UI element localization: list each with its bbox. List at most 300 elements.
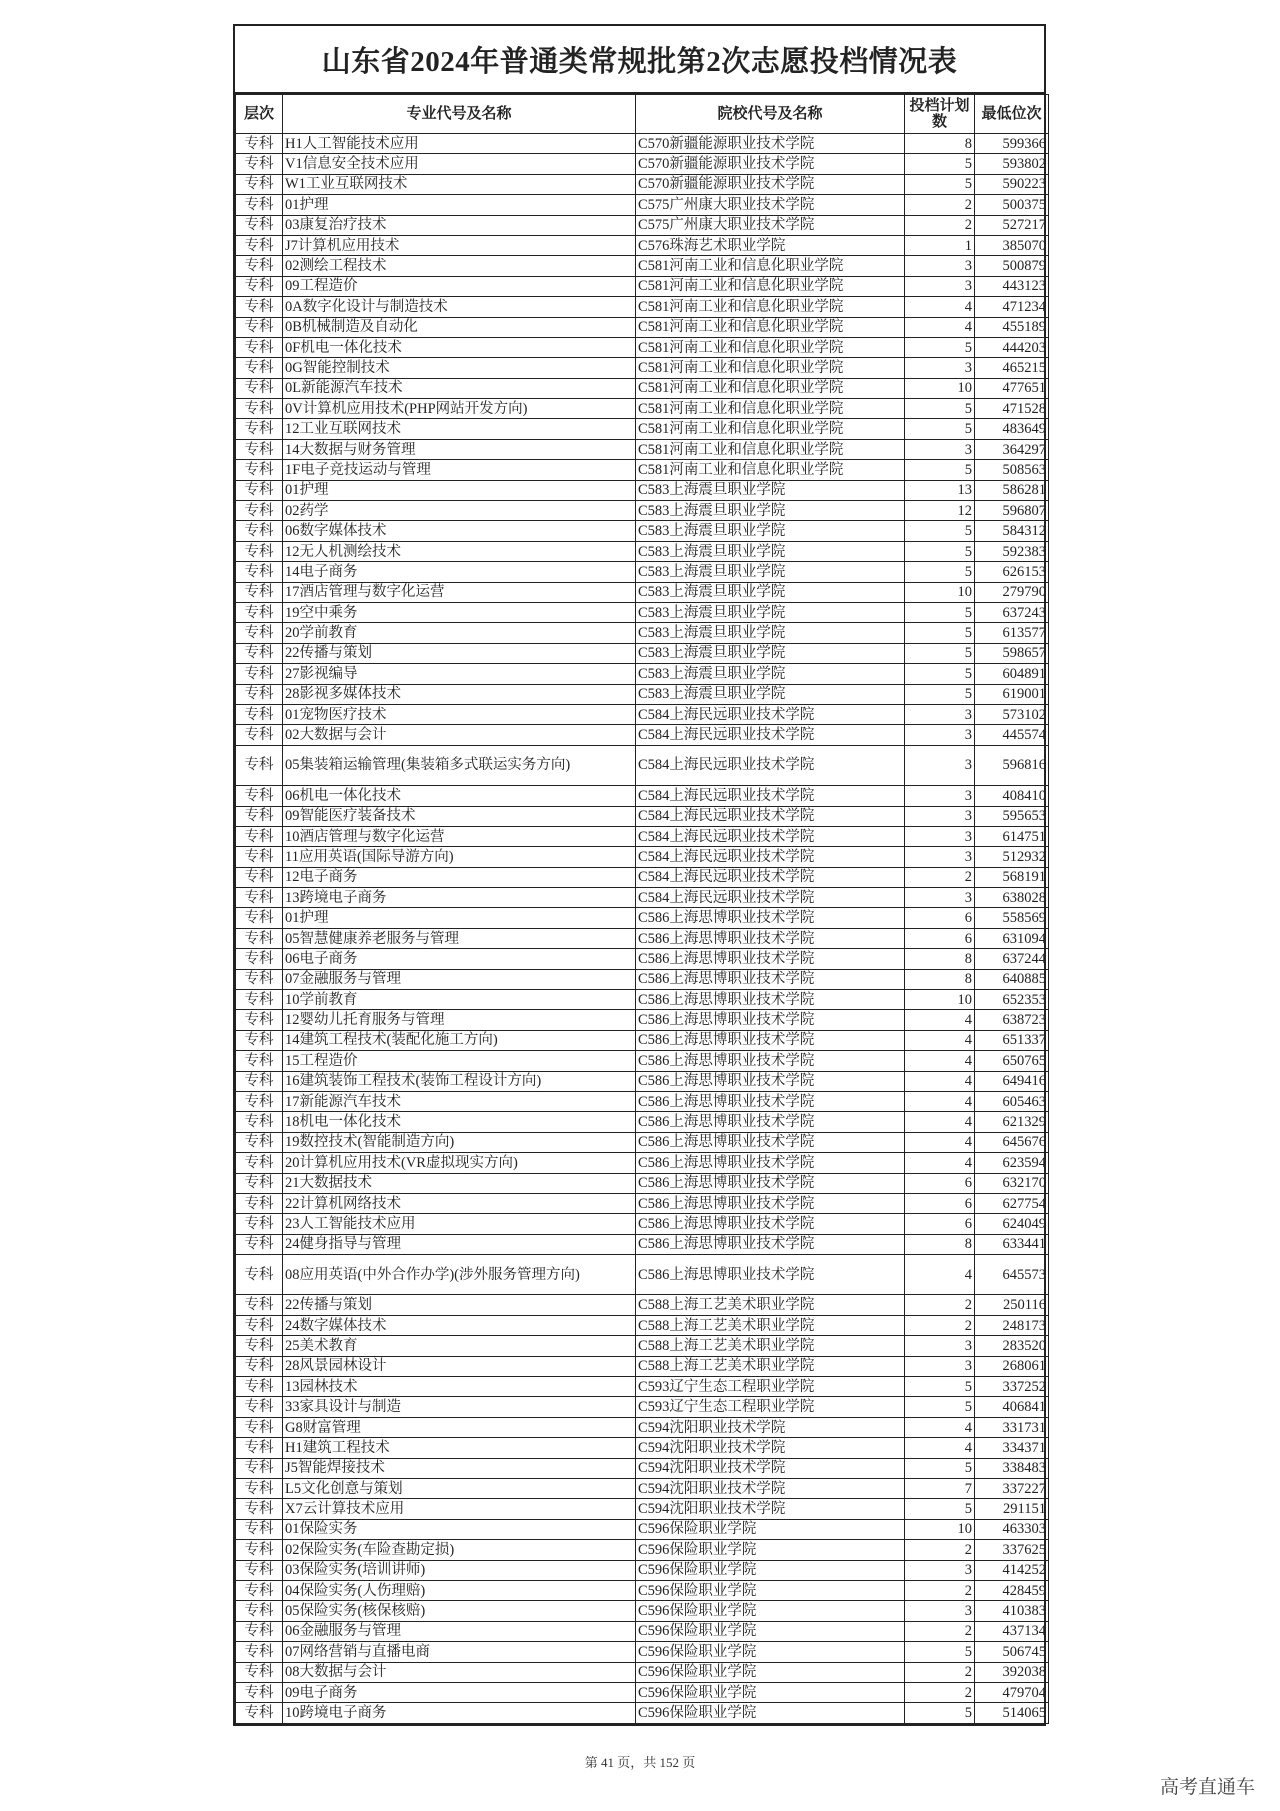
cell-school: C586上海思博职业技术学院 xyxy=(636,1112,905,1132)
cell-level: 专科 xyxy=(236,1356,283,1376)
cell-level: 专科 xyxy=(236,806,283,826)
cell-min-rank: 477651 xyxy=(975,378,1049,398)
cell-school: C596保险职业学院 xyxy=(636,1682,905,1702)
cell-level: 专科 xyxy=(236,826,283,846)
cell-major: 0V计算机应用技术(PHP网站开发方向) xyxy=(283,399,636,419)
cell-school: C594沈阳职业技术学院 xyxy=(636,1458,905,1478)
table-row xyxy=(236,949,1049,969)
cell-min-rank: 444203 xyxy=(975,337,1049,357)
cell-major: 14电子商务 xyxy=(283,562,636,582)
cell-level: 专科 xyxy=(236,154,283,174)
cell-school: C586上海思博职业技术学院 xyxy=(636,1132,905,1152)
cell-min-rank: 652353 xyxy=(975,990,1049,1010)
cell-level: 专科 xyxy=(236,1030,283,1050)
cell-school: C596保险职业学院 xyxy=(636,1662,905,1682)
cell-min-rank: 604891 xyxy=(975,664,1049,684)
cell-school: C596保险职业学院 xyxy=(636,1601,905,1621)
cell-level: 专科 xyxy=(236,786,283,806)
cell-min-rank: 614751 xyxy=(975,826,1049,846)
table-row xyxy=(236,969,1049,989)
cell-plan-count: 4 xyxy=(905,1091,975,1111)
cell-level: 专科 xyxy=(236,1173,283,1193)
table-row xyxy=(236,134,1049,154)
cell-school: C594沈阳职业技术学院 xyxy=(636,1499,905,1519)
cell-min-rank: 500375 xyxy=(975,195,1049,215)
table-row xyxy=(236,276,1049,296)
cell-major: 17酒店管理与数字化运营 xyxy=(283,582,636,602)
cell-level: 专科 xyxy=(236,501,283,521)
cell-school: C596保险职业学院 xyxy=(636,1621,905,1641)
cell-major: 12婴幼儿托育服务与管理 xyxy=(283,1010,636,1030)
cell-school: C586上海思博职业技术学院 xyxy=(636,1193,905,1213)
cell-school: C575广州康大职业技术学院 xyxy=(636,215,905,235)
cell-major: 0L新能源汽车技术 xyxy=(283,378,636,398)
cell-min-rank: 437134 xyxy=(975,1621,1049,1641)
cell-level: 专科 xyxy=(236,276,283,296)
cell-min-rank: 385070 xyxy=(975,235,1049,255)
cell-plan-count: 3 xyxy=(905,1336,975,1356)
cell-plan-count: 3 xyxy=(905,1560,975,1580)
cell-major: 0F机电一体化技术 xyxy=(283,337,636,357)
cell-min-rank: 337625 xyxy=(975,1540,1049,1560)
cell-plan-count: 3 xyxy=(905,358,975,378)
cell-major: 02测绘工程技术 xyxy=(283,256,636,276)
cell-plan-count: 5 xyxy=(905,154,975,174)
cell-plan-count: 2 xyxy=(905,215,975,235)
cell-min-rank: 558569 xyxy=(975,908,1049,928)
cell-major: 01保险实务 xyxy=(283,1519,636,1539)
cell-major: 21大数据技术 xyxy=(283,1173,636,1193)
cell-level: 专科 xyxy=(236,562,283,582)
cell-school: C583上海震旦职业学院 xyxy=(636,562,905,582)
cell-level: 专科 xyxy=(236,215,283,235)
cell-plan-count: 2 xyxy=(905,1295,975,1315)
cell-min-rank: 586281 xyxy=(975,480,1049,500)
cell-school: C570新疆能源职业技术学院 xyxy=(636,174,905,194)
cell-school: C596保险职业学院 xyxy=(636,1560,905,1580)
cell-min-rank: 592383 xyxy=(975,541,1049,561)
cell-plan-count: 3 xyxy=(905,1601,975,1621)
cell-plan-count: 5 xyxy=(905,1703,975,1723)
cell-min-rank: 599366 xyxy=(975,134,1049,154)
table-row xyxy=(236,1153,1049,1173)
cell-level: 专科 xyxy=(236,684,283,704)
cell-level: 专科 xyxy=(236,480,283,500)
header-min-rank: 最低位次 xyxy=(975,95,1049,134)
cell-plan-count: 13 xyxy=(905,480,975,500)
table-row xyxy=(236,1051,1049,1071)
cell-min-rank: 568191 xyxy=(975,867,1049,887)
cell-min-rank: 512932 xyxy=(975,847,1049,867)
cell-school: C586上海思博职业技术学院 xyxy=(636,1234,905,1254)
cell-school: C583上海震旦职业学院 xyxy=(636,541,905,561)
cell-major: 02大数据与会计 xyxy=(283,725,636,745)
table-row xyxy=(236,1214,1049,1234)
cell-major: 22传播与策划 xyxy=(283,1295,636,1315)
cell-min-rank: 651337 xyxy=(975,1030,1049,1050)
cell-level: 专科 xyxy=(236,1621,283,1641)
table-row xyxy=(236,1397,1049,1417)
table-row xyxy=(236,1336,1049,1356)
cell-level: 专科 xyxy=(236,1540,283,1560)
table-row xyxy=(236,1071,1049,1091)
cell-min-rank: 619001 xyxy=(975,684,1049,704)
table-row xyxy=(236,602,1049,622)
table-row xyxy=(236,725,1049,745)
cell-major: 15工程造价 xyxy=(283,1051,636,1071)
cell-major: 14大数据与财务管理 xyxy=(283,439,636,459)
cell-major: L5文化创意与策划 xyxy=(283,1479,636,1499)
table-row xyxy=(236,521,1049,541)
cell-plan-count: 8 xyxy=(905,1234,975,1254)
table-row xyxy=(236,358,1049,378)
cell-major: 0A数字化设计与制造技术 xyxy=(283,297,636,317)
table-row xyxy=(236,745,1049,785)
cell-plan-count: 1 xyxy=(905,235,975,255)
cell-min-rank: 621329 xyxy=(975,1112,1049,1132)
cell-major: 12工业互联网技术 xyxy=(283,419,636,439)
cell-level: 专科 xyxy=(236,1703,283,1723)
cell-school: C596保险职业学院 xyxy=(636,1703,905,1723)
cell-major: 01护理 xyxy=(283,908,636,928)
cell-plan-count: 4 xyxy=(905,1030,975,1050)
cell-level: 专科 xyxy=(236,725,283,745)
header-major: 专业代号及名称 xyxy=(283,95,636,134)
cell-plan-count: 2 xyxy=(905,1580,975,1600)
cell-school: C588上海工艺美术职业学院 xyxy=(636,1315,905,1335)
table-row xyxy=(236,1580,1049,1600)
cell-major: 14建筑工程技术(装配化施工方向) xyxy=(283,1030,636,1050)
cell-min-rank: 596816 xyxy=(975,745,1049,785)
cell-major: 19空中乘务 xyxy=(283,602,636,622)
cell-school: C583上海震旦职业学院 xyxy=(636,501,905,521)
cell-school: C576珠海艺术职业学院 xyxy=(636,235,905,255)
cell-major: 05智慧健康养老服务与管理 xyxy=(283,928,636,948)
cell-min-rank: 637243 xyxy=(975,602,1049,622)
cell-school: C586上海思博职业技术学院 xyxy=(636,908,905,928)
cell-major: 22计算机网络技术 xyxy=(283,1193,636,1213)
cell-level: 专科 xyxy=(236,969,283,989)
cell-school: C581河南工业和信息化职业学院 xyxy=(636,276,905,296)
page-title: 山东省2024年普通类常规批第2次志愿投档情况表 xyxy=(235,26,1044,94)
table-row xyxy=(236,480,1049,500)
table-row xyxy=(236,1030,1049,1050)
cell-plan-count: 8 xyxy=(905,134,975,154)
cell-level: 专科 xyxy=(236,1682,283,1702)
cell-school: C588上海工艺美术职业学院 xyxy=(636,1356,905,1376)
cell-school: C594沈阳职业技术学院 xyxy=(636,1479,905,1499)
cell-min-rank: 506745 xyxy=(975,1642,1049,1662)
cell-min-rank: 471528 xyxy=(975,399,1049,419)
cell-level: 专科 xyxy=(236,1438,283,1458)
cell-min-rank: 500879 xyxy=(975,256,1049,276)
cell-min-rank: 573102 xyxy=(975,704,1049,724)
cell-level: 专科 xyxy=(236,1397,283,1417)
cell-min-rank: 455189 xyxy=(975,317,1049,337)
table-row xyxy=(236,1560,1049,1580)
cell-min-rank: 598657 xyxy=(975,643,1049,663)
header-plan-count: 投档计划数 xyxy=(905,95,975,134)
table-row xyxy=(236,1132,1049,1152)
cell-plan-count: 5 xyxy=(905,562,975,582)
cell-level: 专科 xyxy=(236,134,283,154)
cell-min-rank: 483649 xyxy=(975,419,1049,439)
table-row xyxy=(236,1173,1049,1193)
table-row xyxy=(236,928,1049,948)
cell-level: 专科 xyxy=(236,439,283,459)
cell-level: 专科 xyxy=(236,1153,283,1173)
cell-major: 25美术教育 xyxy=(283,1336,636,1356)
cell-plan-count: 3 xyxy=(905,1356,975,1376)
cell-level: 专科 xyxy=(236,990,283,1010)
cell-plan-count: 5 xyxy=(905,521,975,541)
table-row xyxy=(236,1356,1049,1376)
cell-major: 01护理 xyxy=(283,195,636,215)
cell-plan-count: 4 xyxy=(905,1438,975,1458)
cell-school: C583上海震旦职业学院 xyxy=(636,623,905,643)
cell-min-rank: 613577 xyxy=(975,623,1049,643)
cell-plan-count: 3 xyxy=(905,439,975,459)
cell-min-rank: 283520 xyxy=(975,1336,1049,1356)
cell-school: C583上海震旦职业学院 xyxy=(636,684,905,704)
cell-major: 24健身指导与管理 xyxy=(283,1234,636,1254)
cell-plan-count: 4 xyxy=(905,1010,975,1030)
cell-level: 专科 xyxy=(236,317,283,337)
cell-major: 1F电子竞技运动与管理 xyxy=(283,460,636,480)
cell-min-rank: 627754 xyxy=(975,1193,1049,1213)
cell-level: 专科 xyxy=(236,419,283,439)
cell-level: 专科 xyxy=(236,867,283,887)
cell-level: 专科 xyxy=(236,1091,283,1111)
cell-plan-count: 12 xyxy=(905,501,975,521)
table-row xyxy=(236,1417,1049,1437)
cell-school: C570新疆能源职业技术学院 xyxy=(636,154,905,174)
table-row xyxy=(236,1458,1049,1478)
cell-plan-count: 3 xyxy=(905,826,975,846)
cell-min-rank: 640885 xyxy=(975,969,1049,989)
table-row xyxy=(236,195,1049,215)
cell-level: 专科 xyxy=(236,745,283,785)
cell-major: 27影视编导 xyxy=(283,664,636,684)
cell-school: C581河南工业和信息化职业学院 xyxy=(636,358,905,378)
cell-school: C586上海思博职业技术学院 xyxy=(636,1030,905,1050)
cell-min-rank: 638028 xyxy=(975,888,1049,908)
cell-school: C588上海工艺美术职业学院 xyxy=(636,1336,905,1356)
cell-min-rank: 631094 xyxy=(975,928,1049,948)
page-footer: 第 41 页，共 152 页 xyxy=(584,1755,696,1770)
cell-min-rank: 645676 xyxy=(975,1132,1049,1152)
table-row xyxy=(236,562,1049,582)
cell-school: C596保险职业学院 xyxy=(636,1540,905,1560)
cell-major: 09工程造价 xyxy=(283,276,636,296)
cell-major: 02药学 xyxy=(283,501,636,521)
cell-level: 专科 xyxy=(236,1010,283,1030)
table-row xyxy=(236,664,1049,684)
table-row xyxy=(236,419,1049,439)
cell-school: C581河南工业和信息化职业学院 xyxy=(636,460,905,480)
cell-major: 03康复治疗技术 xyxy=(283,215,636,235)
cell-min-rank: 428459 xyxy=(975,1580,1049,1600)
cell-level: 专科 xyxy=(236,704,283,724)
cell-major: 06数字媒体技术 xyxy=(283,521,636,541)
cell-major: 24数字媒体技术 xyxy=(283,1315,636,1335)
table-row xyxy=(236,826,1049,846)
cell-school: C581河南工业和信息化职业学院 xyxy=(636,419,905,439)
cell-level: 专科 xyxy=(236,195,283,215)
cell-plan-count: 2 xyxy=(905,1540,975,1560)
cell-school: C586上海思博职业技术学院 xyxy=(636,949,905,969)
cell-major: 0G智能控制技术 xyxy=(283,358,636,378)
cell-school: C586上海思博职业技术学院 xyxy=(636,1010,905,1030)
cell-plan-count: 5 xyxy=(905,399,975,419)
cell-plan-count: 3 xyxy=(905,256,975,276)
table-row xyxy=(236,460,1049,480)
cell-level: 专科 xyxy=(236,235,283,255)
cell-level: 专科 xyxy=(236,1336,283,1356)
cell-level: 专科 xyxy=(236,1458,283,1478)
table-row xyxy=(236,1703,1049,1723)
cell-major: 10学前教育 xyxy=(283,990,636,1010)
cell-major: J7计算机应用技术 xyxy=(283,235,636,255)
cell-school: C586上海思博职业技术学院 xyxy=(636,1051,905,1071)
cell-plan-count: 5 xyxy=(905,174,975,194)
table-row xyxy=(236,235,1049,255)
cell-min-rank: 584312 xyxy=(975,521,1049,541)
cell-plan-count: 5 xyxy=(905,1642,975,1662)
cell-school: C584上海民远职业技术学院 xyxy=(636,745,905,785)
cell-plan-count: 3 xyxy=(905,806,975,826)
table-row xyxy=(236,582,1049,602)
cell-school: C584上海民远职业技术学院 xyxy=(636,888,905,908)
cell-plan-count: 10 xyxy=(905,582,975,602)
cell-plan-count: 10 xyxy=(905,990,975,1010)
cell-plan-count: 5 xyxy=(905,643,975,663)
cell-min-rank: 291151 xyxy=(975,1499,1049,1519)
cell-major: 04保险实务(人伤理赔) xyxy=(283,1580,636,1600)
cell-min-rank: 508563 xyxy=(975,460,1049,480)
cell-plan-count: 5 xyxy=(905,664,975,684)
cell-school: C586上海思博职业技术学院 xyxy=(636,990,905,1010)
cell-level: 专科 xyxy=(236,643,283,663)
cell-level: 专科 xyxy=(236,399,283,419)
cell-major: 28影视多媒体技术 xyxy=(283,684,636,704)
cell-min-rank: 406841 xyxy=(975,1397,1049,1417)
cell-school: C581河南工业和信息化职业学院 xyxy=(636,337,905,357)
cell-major: 07网络营销与直播电商 xyxy=(283,1642,636,1662)
cell-plan-count: 5 xyxy=(905,1377,975,1397)
table-row xyxy=(236,1642,1049,1662)
cell-major: 06电子商务 xyxy=(283,949,636,969)
table-row xyxy=(236,1438,1049,1458)
cell-level: 专科 xyxy=(236,541,283,561)
cell-level: 专科 xyxy=(236,908,283,928)
cell-min-rank: 248173 xyxy=(975,1315,1049,1335)
cell-level: 专科 xyxy=(236,1417,283,1437)
cell-min-rank: 626153 xyxy=(975,562,1049,582)
cell-min-rank: 364297 xyxy=(975,439,1049,459)
cell-plan-count: 2 xyxy=(905,195,975,215)
cell-min-rank: 337227 xyxy=(975,1479,1049,1499)
cell-school: C581河南工业和信息化职业学院 xyxy=(636,399,905,419)
cell-level: 专科 xyxy=(236,1519,283,1539)
cell-min-rank: 637244 xyxy=(975,949,1049,969)
cell-major: 16建筑装饰工程技术(装饰工程设计方向) xyxy=(283,1071,636,1091)
cell-major: 03保险实务(培训讲师) xyxy=(283,1560,636,1580)
table-row xyxy=(236,378,1049,398)
cell-level: 专科 xyxy=(236,1132,283,1152)
cell-major: 09电子商务 xyxy=(283,1682,636,1702)
cell-plan-count: 6 xyxy=(905,1173,975,1193)
cell-min-rank: 645573 xyxy=(975,1255,1049,1295)
cell-major: 08应用英语(中外合作办学)(涉外服务管理方向) xyxy=(283,1255,636,1295)
cell-min-rank: 650765 xyxy=(975,1051,1049,1071)
table-header-row xyxy=(236,95,1049,134)
table-row xyxy=(236,541,1049,561)
cell-major: 10跨境电子商务 xyxy=(283,1703,636,1723)
cell-plan-count: 4 xyxy=(905,1153,975,1173)
cell-plan-count: 2 xyxy=(905,1682,975,1702)
table-row xyxy=(236,256,1049,276)
cell-major: 12无人机测绘技术 xyxy=(283,541,636,561)
cell-major: 22传播与策划 xyxy=(283,643,636,663)
cell-school: C593辽宁生态工程职业学院 xyxy=(636,1377,905,1397)
cell-school: C584上海民远职业技术学院 xyxy=(636,806,905,826)
cell-min-rank: 624049 xyxy=(975,1214,1049,1234)
table-row xyxy=(236,1234,1049,1254)
cell-level: 专科 xyxy=(236,928,283,948)
cell-plan-count: 2 xyxy=(905,1662,975,1682)
cell-major: 05集装箱运输管理(集装箱多式联运实务方向) xyxy=(283,745,636,785)
cell-major: 28风景园林设计 xyxy=(283,1356,636,1376)
cell-plan-count: 4 xyxy=(905,1051,975,1071)
cell-level: 专科 xyxy=(236,1560,283,1580)
table-row xyxy=(236,1682,1049,1702)
cell-level: 专科 xyxy=(236,888,283,908)
cell-level: 专科 xyxy=(236,1662,283,1682)
cell-level: 专科 xyxy=(236,1234,283,1254)
cell-plan-count: 2 xyxy=(905,1621,975,1641)
cell-major: 08大数据与会计 xyxy=(283,1662,636,1682)
cell-major: 06机电一体化技术 xyxy=(283,786,636,806)
cell-min-rank: 465215 xyxy=(975,358,1049,378)
cell-min-rank: 632170 xyxy=(975,1173,1049,1193)
cell-min-rank: 410383 xyxy=(975,1601,1049,1621)
table-row xyxy=(236,297,1049,317)
cell-major: 01护理 xyxy=(283,480,636,500)
table-row xyxy=(236,990,1049,1010)
cell-major: 12电子商务 xyxy=(283,867,636,887)
cell-school: C584上海民远职业技术学院 xyxy=(636,704,905,724)
cell-major: 09智能医疗装备技术 xyxy=(283,806,636,826)
cell-school: C584上海民远职业技术学院 xyxy=(636,826,905,846)
cell-major: H1建筑工程技术 xyxy=(283,1438,636,1458)
cell-school: C581河南工业和信息化职业学院 xyxy=(636,297,905,317)
cell-level: 专科 xyxy=(236,297,283,317)
cell-major: X7云计算技术应用 xyxy=(283,1499,636,1519)
cell-plan-count: 5 xyxy=(905,541,975,561)
cell-level: 专科 xyxy=(236,1642,283,1662)
cell-major: 10酒店管理与数字化运营 xyxy=(283,826,636,846)
table-row xyxy=(236,501,1049,521)
cell-major: W1工业互联网技术 xyxy=(283,174,636,194)
cell-plan-count: 6 xyxy=(905,928,975,948)
cell-school: C596保险职业学院 xyxy=(636,1580,905,1600)
cell-level: 专科 xyxy=(236,1193,283,1213)
cell-major: 02保险实务(车险查勘定损) xyxy=(283,1540,636,1560)
cell-min-rank: 392038 xyxy=(975,1662,1049,1682)
table-row xyxy=(236,154,1049,174)
cell-school: C586上海思博职业技术学院 xyxy=(636,928,905,948)
